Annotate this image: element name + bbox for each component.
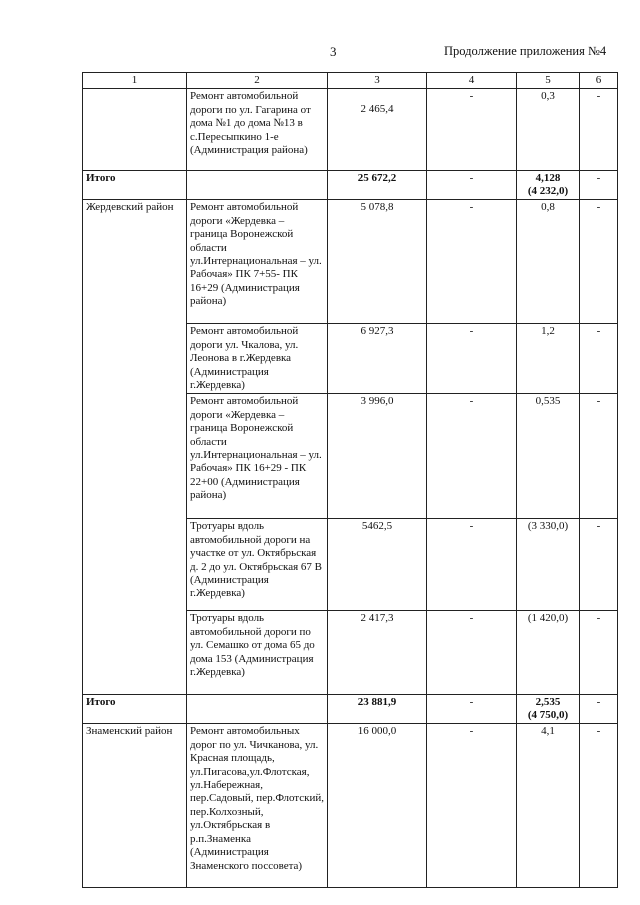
total-label: Итого xyxy=(83,171,187,200)
length-cell: (1 420,0) xyxy=(517,611,580,695)
col4-cell: - xyxy=(427,611,517,695)
table-row xyxy=(83,724,618,888)
column-header: 2 xyxy=(187,73,328,89)
col6-cell: - xyxy=(580,394,618,519)
total-label: Итого xyxy=(83,695,187,724)
empty-cell xyxy=(187,171,328,200)
col6-cell: - xyxy=(580,171,618,200)
col6-cell: - xyxy=(580,724,618,888)
col4-cell: - xyxy=(427,695,517,724)
total-cost: 25 672,2 xyxy=(328,171,427,200)
col4-cell: - xyxy=(427,519,517,611)
col6-cell: - xyxy=(580,519,618,611)
work-description: Тротуары вдоль автомобильной дороги на участке от ул. Октябрьская д. 2 до ул. Октябрьская 67 В (Администрация г.Жердевка) xyxy=(187,519,328,611)
total-length xyxy=(517,695,580,724)
table-row xyxy=(83,89,618,171)
district-cell: Жердевский район xyxy=(83,200,187,695)
col4-cell: - xyxy=(427,200,517,324)
col6-cell: - xyxy=(580,200,618,324)
length-cell: 4,1 xyxy=(517,724,580,888)
length-cell: (3 330,0) xyxy=(517,519,580,611)
work-description: Тротуары вдоль автомобильной дороги по ул. Семашко от дома 65 до дома 153 (Администрация г.Жердевка) xyxy=(187,611,328,695)
length-cell: 1,2 xyxy=(517,324,580,394)
appendix-note: Продолжение приложения №4 xyxy=(444,44,607,58)
col6-cell: - xyxy=(580,695,618,724)
work-description: Ремонт автомобильной дороги ул. Чкалова, ул. Леонова в г.Жердевка (Администрация г.Жердевка) xyxy=(187,324,328,394)
total-length-km: 2,535 xyxy=(535,696,561,709)
column-header: 5 xyxy=(517,73,580,89)
column-header: 4 xyxy=(427,73,517,89)
work-description: Ремонт автомобильной дороги по ул. Гагарина от дома №1 до дома №13 в с.Пересыпкино 1-е (Администрация района) xyxy=(187,89,328,171)
cost-cell: 2 417,3 xyxy=(328,611,427,695)
col6-cell: - xyxy=(580,89,618,171)
total-length-m: (4 232,0) xyxy=(527,185,569,198)
cost-cell: 6 927,3 xyxy=(328,324,427,394)
total-length xyxy=(517,171,580,200)
column-number-row xyxy=(83,73,618,89)
col4-cell: - xyxy=(427,724,517,888)
length-cell: 0,8 xyxy=(517,200,580,324)
district-cell: Знаменский район xyxy=(83,724,187,888)
cost-cell: 2 465,4 xyxy=(328,89,427,171)
length-cell: 0,3 xyxy=(517,89,580,171)
total-cost: 23 881,9 xyxy=(328,695,427,724)
page-number: 3 xyxy=(330,44,337,59)
col6-cell: - xyxy=(580,324,618,394)
cost-cell: 5462,5 xyxy=(328,519,427,611)
road-repair-table xyxy=(82,72,618,888)
column-header: 1 xyxy=(83,73,187,89)
col4-cell: - xyxy=(427,89,517,171)
table-row xyxy=(83,200,618,324)
total-row xyxy=(83,695,618,724)
total-length-m: (4 750,0) xyxy=(527,709,569,722)
work-description: Ремонт автомобильных дорог по ул. Чичканова, ул. Красная площадь, ул.Пигасова,ул.Флотская, ул.Набережная, пер.Садовый, пер.Флотский, пер.Колхозный, ул.Октябрьская в р.п.Знаменка (Администрация Знаменского поссовета) xyxy=(187,724,328,888)
work-description: Ремонт автомобильной дороги «Жердевка – граница Воронежской области ул.Интернациональная – ул. Рабочая» ПК 16+29 - ПК 22+00 (Администрация района) xyxy=(187,394,328,519)
column-header: 6 xyxy=(580,73,618,89)
total-length-km: 4,128 xyxy=(535,172,561,185)
col4-cell: - xyxy=(427,324,517,394)
cost-cell: 5 078,8 xyxy=(328,200,427,324)
col4-cell: - xyxy=(427,171,517,200)
district-cell xyxy=(83,89,187,171)
column-header: 3 xyxy=(328,73,427,89)
col4-cell: - xyxy=(427,394,517,519)
length-cell: 0,535 xyxy=(517,394,580,519)
cost-cell: 16 000,0 xyxy=(328,724,427,888)
col6-cell: - xyxy=(580,611,618,695)
total-row xyxy=(83,171,618,200)
cost-cell: 3 996,0 xyxy=(328,394,427,519)
empty-cell xyxy=(187,695,328,724)
work-description: Ремонт автомобильной дороги «Жердевка – граница Воронежской области ул.Интернациональная – ул. Рабочая» ПК 7+55- ПК 16+29 (Администрация района) xyxy=(187,200,328,324)
